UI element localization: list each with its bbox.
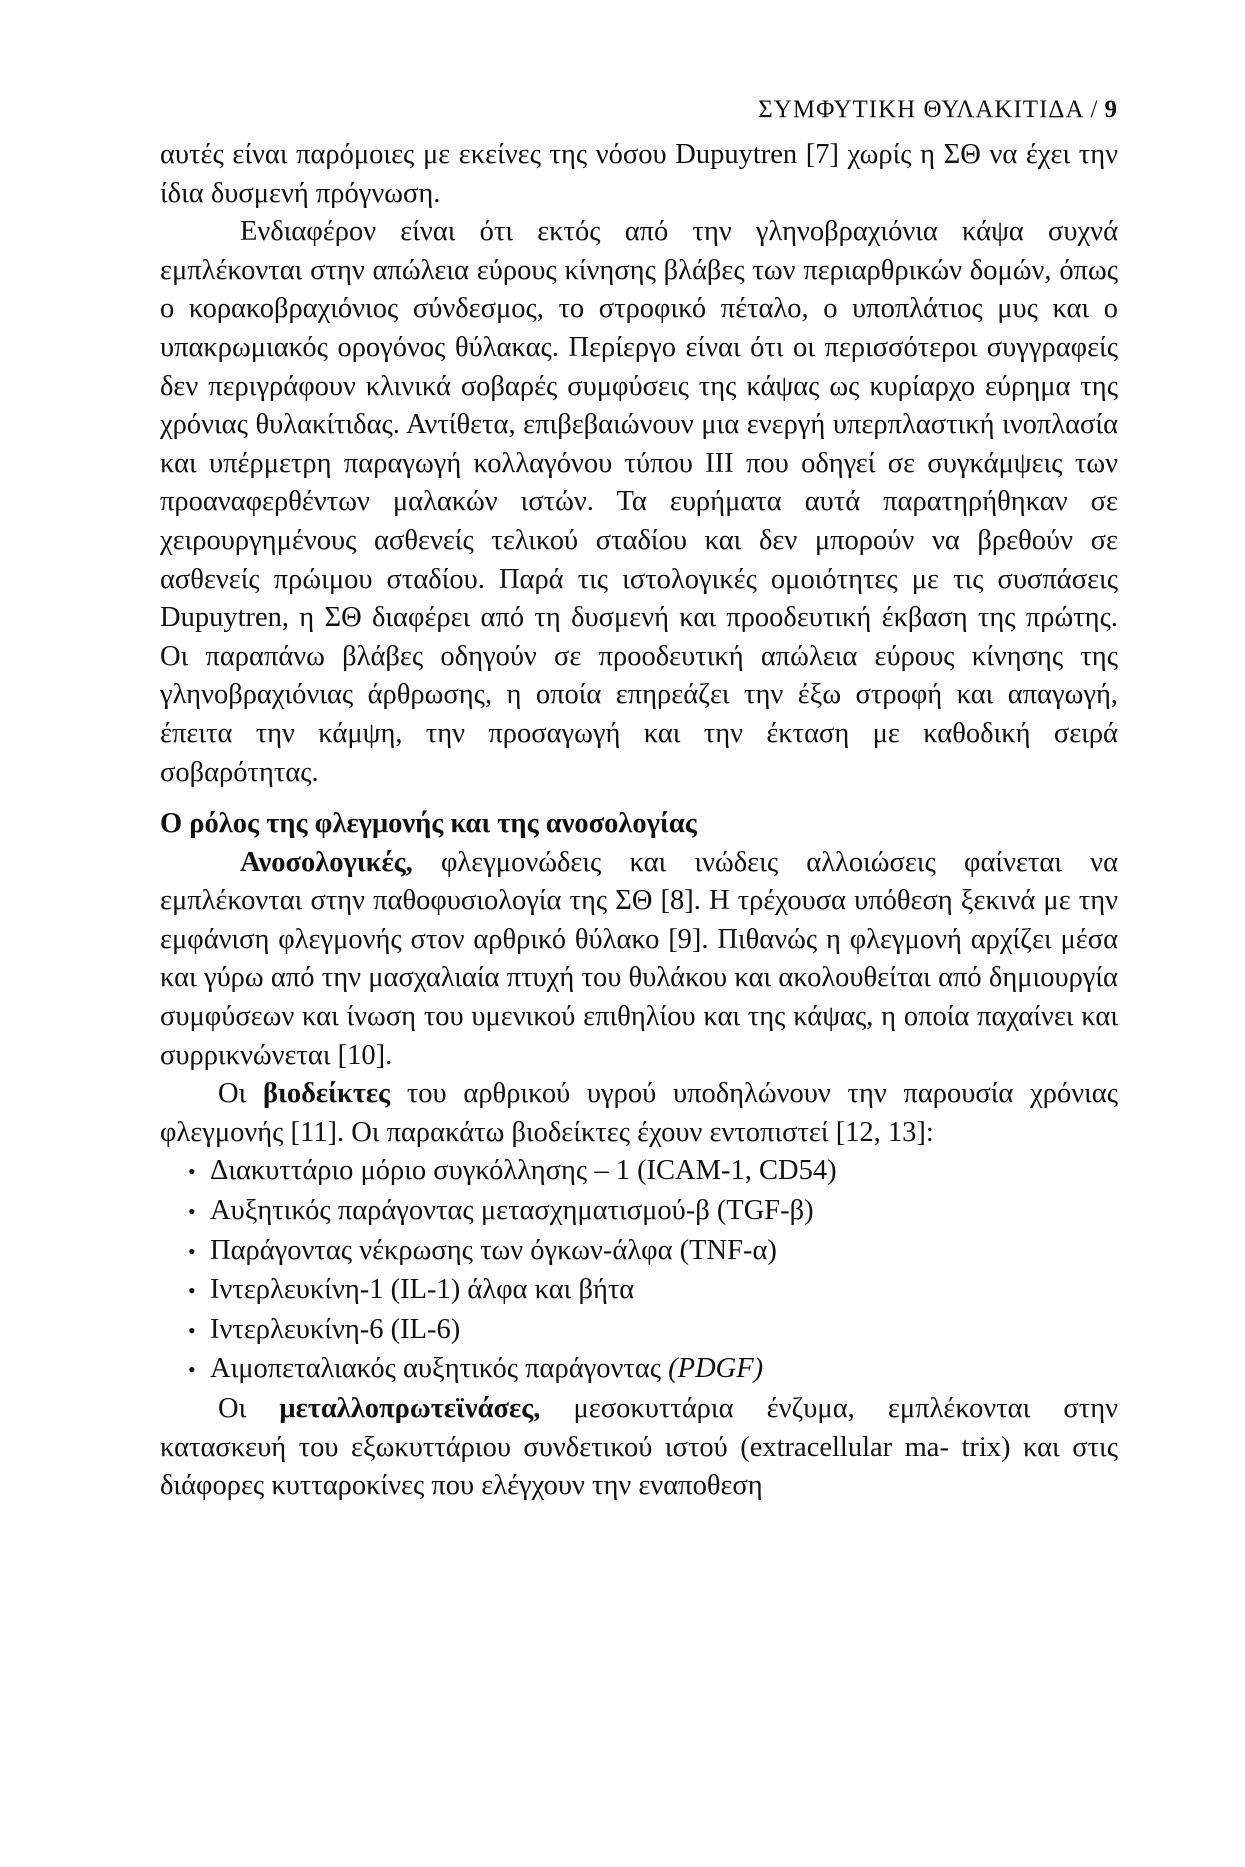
paragraph-immunology-text: φλεγμονώδεις και ινώδεις αλλοιώσεις φαίνεται να εμπλέκονται στην παθοφυσιολογία της ΣΘ [8]. Η τρέχουσα υπόθεση ξεκινά με την εμφάνιση φλεγμονής στον αρθρικό θύλακο [9]. Πιθανώς η φλεγμονή αρχίζει μέσα και γύρω από την μασχαλιαία πτυχή του θυλάκου και ακολουθείται από δημιουργία συμφύσεων και ίνωση του υμενικού επιθηλίου και της κάψας, η οποία παχαίνει και συρρικνώνεται [10]. <box>160 846 1118 1071</box>
bold-term-biomarkers: βιοδείκτες <box>263 1078 391 1110</box>
paragraph-metalloproteinases-text: μεσοκυττάρια ένζυμα, εμπλέκονται στην κατασκευή του εξωκυττάριου συνδετικού ιστού (extracellular ma- trix) και στις διάφορες κυτταροκίνες που ελέγχουν την εναποθεση <box>160 1393 1118 1502</box>
list-item-italic-text: (PDGF) <box>668 1353 764 1385</box>
list-item <box>188 1350 1118 1390</box>
paragraph-immunology <box>160 844 1118 1076</box>
document-page <box>160 90 1118 1506</box>
list-item <box>188 1152 1118 1192</box>
paragraph-metalloproteinases <box>160 1390 1118 1506</box>
bullet: • <box>188 1199 196 1225</box>
bullet: • <box>188 1317 196 1343</box>
running-header-separator: / <box>1090 96 1099 123</box>
paragraph-periarticular-lesions: Ενδιαφέρον είναι ότι εκτός από την γληνοβραχιόνια κάψα συχνά εμπλέκονται στην απώλεια εύρους κίνησης βλάβες των περιαρθρικών δομών, όπως ο κορακοβραχιόνιος σύνδεσμος, το στροφικό πέταλο, ο υποπλάτιος μυς και ο υπακρωμιακός ορογόνος θύλακας. Περίεργο είναι ότι οι περισσότεροι συγγραφείς δεν περιγράφουν κλινικά σοβαρές συμφύσεις της κάψας ως κυρίαρχο εύρημα της χρόνιας θυλακίτιδας. Αντίθετα, επιβεβαιώνουν μια ενεργή υπερπλαστική ινοπλασία και υπέρμετρη παραγωγή κολλαγόνου τύπου ΙΙΙ που οδηγεί σε συγκάμψεις των προαναφερθέντων μαλακών ιστών. Τα ευρήματα αυτά παρατηρήθηκαν σε χειρουργημένους ασθενείς τελικού σταδίου και δεν μπορούν να βρεθούν σε ασθενείς πρώιμου σταδίου. Παρά τις ιστολογικές ομοιότητες με τις συσπάσεις Dupuytren, η ΣΘ διαφέρει από τη δυσμενή και προοδευτική έκβαση της πρώτης. Οι παραπάνω βλάβες οδηγούν σε προοδευτική απώλεια εύρους κίνησης της γληνοβραχιόνιας άρθρωσης, η οποία επηρεάζει την έξω στροφή και απαγωγή, έπειτα την κάμψη, την προσαγωγή και την έκταση με καθοδική σειρά σοβαρότητας. <box>160 216 1118 788</box>
list-item <box>188 1271 1118 1311</box>
list-item <box>188 1311 1118 1351</box>
paragraph-continuation: αυτές είναι παρόμοιες με εκείνες της νόσου Dupuytren [7] χωρίς η ΣΘ να έχει την ίδια δυσμενή πρόγνωση. <box>160 139 1118 209</box>
bold-term-immunological: Ανοσολογικές, <box>240 846 413 878</box>
paragraph-biomarkers-lead: Οι <box>218 1078 263 1110</box>
bullet: • <box>188 1357 196 1383</box>
bullet: • <box>188 1278 196 1304</box>
list-item <box>188 1232 1118 1272</box>
paragraph-biomarkers <box>160 1075 1118 1152</box>
page-number: 9 <box>1104 96 1118 123</box>
list-item-text: Αιμοπεταλιακός αυξητικός παράγοντας <box>210 1353 669 1385</box>
list-item-text: Παράγοντας νέκρωσης των όγκων-άλφα (TNF-α) <box>210 1234 777 1266</box>
paragraph-biomarkers-text: του αρθρικού υγρού υποδηλώνουν την παρουσία χρόνιας φλεγμονής [11]. Οι παρακάτω βιοδείκτες έχουν εντοπιστεί [12, 13]: <box>160 1078 1118 1148</box>
bullet: • <box>188 1238 196 1264</box>
bold-term-metalloproteinases: μεταλλοπρωτεϊνάσες, <box>279 1393 541 1424</box>
section-heading: Ο ρόλος της φλεγμονής και της ανοσολογίας <box>160 808 697 840</box>
body-text <box>160 136 1118 1506</box>
running-header <box>160 90 1118 136</box>
list-item-text: Διακυττάριο μόριο συγκόλλησης – 1 (ICAM-1, CD54) <box>210 1155 837 1187</box>
list-item-text: Ιντερλευκίνη-1 (IL-1) άλφα και βήτα <box>210 1274 635 1306</box>
biomarker-list <box>160 1152 1118 1390</box>
list-item <box>188 1192 1118 1232</box>
list-item-text: Αυξητικός παράγοντας μετασχηματισμού-β (TGF-β) <box>210 1195 814 1227</box>
paragraph-metalloproteinases-lead: Οι <box>218 1393 280 1424</box>
list-item-text: Ιντερλευκίνη-6 (IL-6) <box>210 1313 461 1345</box>
running-header-title: ΣΥΜΦΥΤΙΚΗ ΘΥΛΑΚΙΤΙΔΑ <box>758 96 1085 123</box>
bullet: • <box>188 1159 196 1185</box>
